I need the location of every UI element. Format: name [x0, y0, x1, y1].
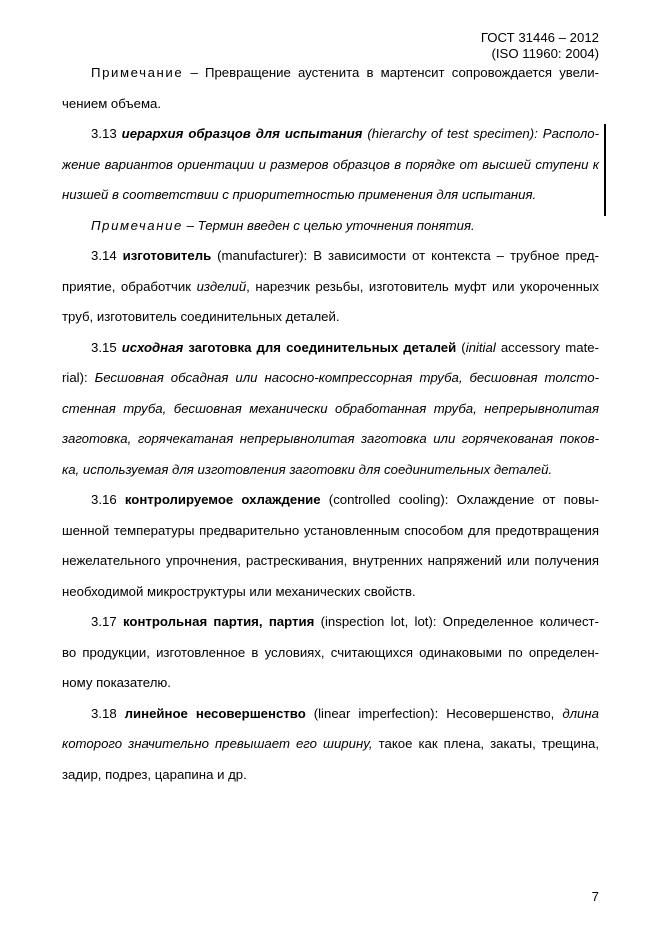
- term-name: изготовитель: [122, 248, 212, 263]
- term-number: 3.17: [91, 614, 123, 629]
- note-text: – Термин введен с целью уточнения понятия.: [182, 217, 475, 233]
- term-name: линейное несовершенство: [124, 705, 306, 721]
- note-label: Примечание: [91, 65, 184, 80]
- term-name: иерархия образцов для испытания: [121, 126, 363, 141]
- note-text: – Превращение аустенита в мартенсит сопровождается увели-: [183, 65, 599, 80]
- page-number: 7: [591, 889, 599, 904]
- term-3-18: 3.18 линейное несовершенство (linear imperfection): Несовершенство, длина которого значительно превышает его ширину, такое как плена, закаты, трещина, задир, подрез, царапина и др.: [62, 705, 599, 782]
- term-3-16: 3.16 контролируемое охлаждение (controlled cooling): Охлаждение от повы- шенной температуры предварительно установленным способом для предотвращения нежелательного упрочнения, растрескивания, внутренних напряжений или получения необходимой микроструктуры или механических свойств.: [62, 492, 599, 599]
- iso-reference: (ISO 11960: 2004): [491, 46, 599, 61]
- term-3-14: 3.14 изготовитель (manufacturer): В зависимости от контекста – трубное пред- приятие, обработчик изделий, нарезчик резьбы, изготовитель муфт или укороченных труб, изготовитель соединительных деталей.: [62, 248, 600, 324]
- term-name-italic: исходная: [121, 339, 184, 355]
- document-body: [62, 58, 599, 790]
- note-label: Примечание: [91, 217, 183, 233]
- term-number: 3.16: [91, 492, 125, 507]
- term-number: 3.14: [91, 248, 123, 263]
- note-text-cont: чением объема.: [62, 95, 162, 111]
- term-number: 3.18: [91, 705, 125, 721]
- term-number: 3.15: [91, 339, 122, 355]
- term-name: контролируемое охлаждение: [124, 492, 321, 507]
- term-name: контрольная партия, партия: [122, 614, 315, 629]
- standard-number: ГОСТ 31446 – 2012: [480, 30, 599, 45]
- term-number: 3.13: [91, 126, 122, 141]
- term-name: заготовка для соединительных деталей: [183, 339, 457, 355]
- term-3-15: 3.15 исходная заготовка для соединительных деталей (initial accessory mate- rial): Бесшовная обсадная или насосно-компрессорная труба, бесшовная толсто- стенная труба, бесшовная механически обработанная труба, непрерывнолитая заготовка, горячекатаная непрерывнолитая заготовка или горячекованая поков- ка, используемая для изготовления заготовки для соединительных деталей.: [62, 339, 599, 477]
- note-paragraph-2: [62, 211, 599, 242]
- note-paragraph: [62, 58, 599, 119]
- change-bar: [604, 124, 606, 216]
- term-3-13: 3.13 иерархия образцов для испытания (hierarchy of test specimen): Располо- жение вариантов ориентации и размеров образцов в порядке от высшей ступени к низшей в соответствии с приоритетностью применения для испытания.: [62, 126, 599, 202]
- term-3-17: 3.17 контрольная партия, партия (inspection lot, lot): Определенное количест- во продукции, изготовленное в условиях, считающихся одинаковыми по определен- ному показателю.: [62, 614, 599, 690]
